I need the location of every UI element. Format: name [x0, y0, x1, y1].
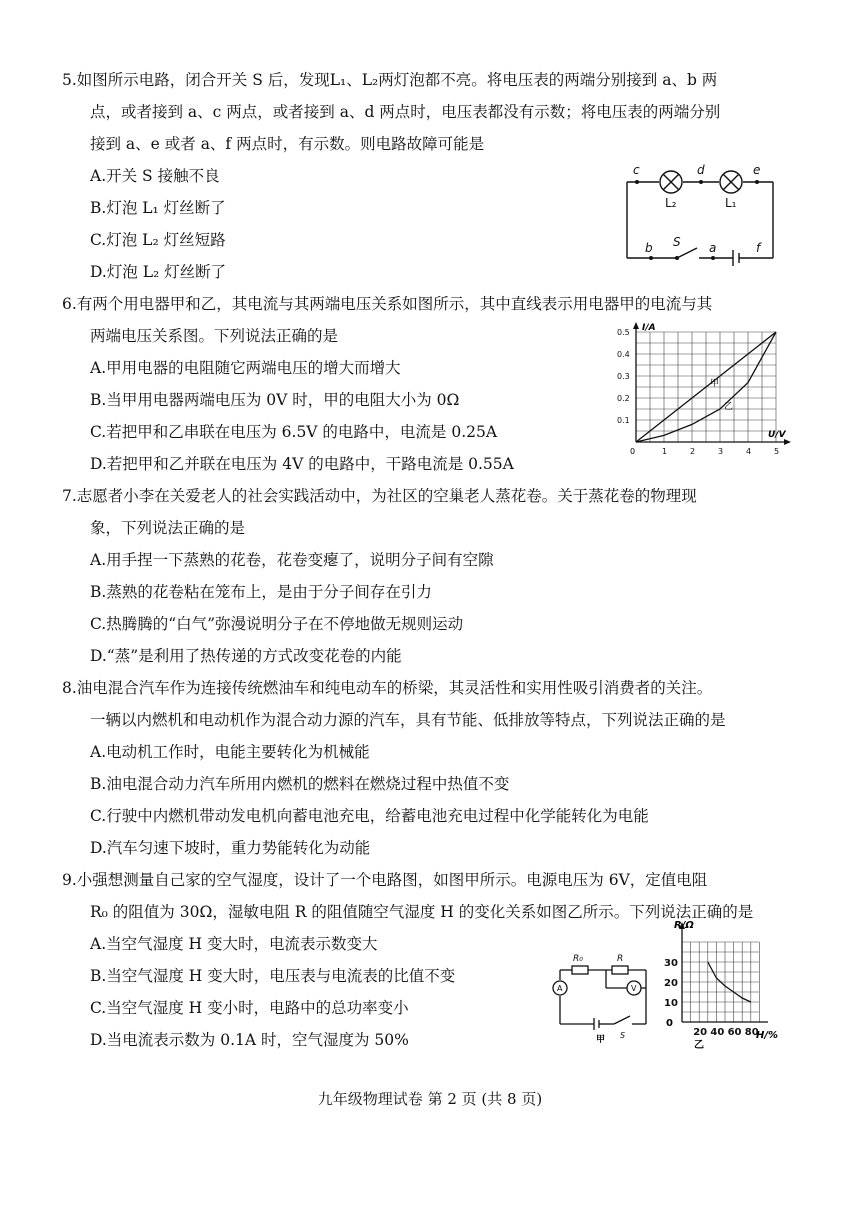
q8-stem-line-2: 一辆以内燃机和电动机作为混合动力源的汽车，具有节能、低排放等特点，下列说法正确的是 [90, 711, 726, 729]
q6-y-tick-label: 0.4 [617, 350, 630, 359]
q8-option-a: A.电动机工作时，电能主要转化为机械能 [90, 743, 370, 761]
q6-y-axis-label: I/A [642, 323, 656, 333]
q5-stem-line-2: 点，或者接到 a、c 两点，或者接到 a、d 两点时，电压表都没有示数；将电压表的两端分别 [90, 103, 721, 121]
q5-label-d: d [697, 163, 705, 177]
q9-y-tick-label: 20 [664, 978, 678, 989]
q5-stem-line-3: 接到 a、e 或者 a、f 两点时，有示数。则电路故障可能是 [90, 135, 485, 153]
q5-option-b: B.灯泡 L₁ 灯丝断了 [90, 199, 226, 217]
q6-option-a: A.甲用电器的电阻随它两端电压的增大而增大 [90, 359, 401, 377]
q9-label-r: R [617, 954, 624, 964]
q6-y-tick-label: 0.2 [617, 394, 630, 403]
q9-y-tick-label: 30 [664, 958, 678, 969]
q8-option-d: D.汽车匀速下坡时，重力势能转化为动能 [90, 839, 371, 857]
q6-y-tick-label: 0.5 [617, 328, 630, 337]
q6-stem-line-2: 两端电压关系图。下列说法正确的是 [90, 327, 339, 345]
q9-circuit-diagram [548, 948, 658, 1043]
q7-option-c: C.热腾腾的“白气”弥漫说明分子在不停地做无规则运动 [90, 615, 464, 633]
q9-label-s: S [620, 1031, 626, 1040]
q7-option-d: D.“蒸”是利用了热传递的方式改变花卷的内能 [90, 647, 402, 665]
q6-y-tick-label: 0.1 [617, 416, 630, 425]
q9-ammeter-icon: A [557, 984, 563, 993]
q6-x-tick-label: 1 [662, 447, 668, 456]
q8-option-c: C.行驶中内燃机带动发电机向蓄电池充电，给蓄电池充电过程中化学能转化为电能 [90, 807, 649, 825]
q9-option-b: B.当空气湿度 H 变大时，电压表与电流表的比值不变 [90, 967, 456, 985]
q5-label-b: b [645, 241, 653, 255]
q5-stem-line-1: 5.如图所示电路，闭合开关 S 后，发现L₁、L₂两灯泡都不亮。将电压表的两端分别接到 a、b 两 [62, 71, 718, 89]
q9-x-tick-label: 20 [693, 1027, 708, 1038]
q5-label-f: f [756, 241, 761, 255]
q8-stem-line-1: 8.油电混合汽车作为连接传统燃油车和纯电动车的桥梁，其灵活性和实用性吸引消费者的关注。 [62, 679, 713, 697]
q7-stem-line-1: 7.志愿者小李在关爱老人的社会实践活动中，为社区的空巢老人蒸花卷。关于蒸花卷的物理现 [62, 487, 697, 505]
q5-label-l2: L₂ [665, 196, 677, 210]
q5-circuit-diagram [615, 160, 785, 275]
q9-stem-line-1: 9.小强想测量自己家的空气湿度，设计了一个电路图，如图甲所示。电源电压为 6V，定值电阻 [62, 871, 708, 889]
q9-option-d: D.当电流表示数为 0.1A 时，空气湿度为 50% [90, 1031, 409, 1049]
q9-x-tick-label: 40 [710, 1027, 725, 1038]
q6-series-label-jia: 甲 [710, 379, 720, 389]
q6-x-axis-label: U/V [768, 430, 786, 440]
q5-label-e: e [753, 163, 761, 177]
q7-option-a: A.用手捏一下蒸熟的花卷，花卷变瘪了，说明分子间有空隙 [90, 551, 494, 569]
q6-option-b: B.当甲用电器两端电压为 0V 时，甲的电阻大小为 0Ω [90, 391, 460, 409]
q9-label-r0: R₀ [573, 954, 583, 964]
q7-option-b: B.蒸熟的花卷粘在笼布上，是由于分子间存在引力 [90, 583, 432, 601]
q5-label-c: c [633, 163, 640, 177]
q6-iu-chart [615, 320, 795, 460]
q9-circuit-caption: 甲 [596, 1035, 606, 1043]
q6-origin-label: 0 [630, 447, 636, 456]
q9-y-tick-label: 10 [664, 998, 678, 1009]
q6-stem-line-1: 6.有两个用电器甲和乙，其电流与其两端电压关系如图所示，其中直线表示用电器甲的电流与其 [62, 295, 713, 313]
q7-stem-line-2: 象，下列说法正确的是 [90, 519, 246, 537]
q6-x-tick-label: 4 [746, 447, 752, 456]
q9-x-axis-label: H/% [756, 1030, 779, 1041]
q5-option-c: C.灯泡 L₂ 灯丝短路 [90, 231, 226, 249]
q6-x-tick-label: 2 [690, 447, 696, 456]
q5-label-s: S [673, 235, 681, 249]
q9-rh-chart [658, 918, 783, 1050]
q6-x-tick-label: 3 [718, 447, 724, 456]
q6-option-d: D.若把甲和乙并联在电压为 4V 的电路中，干路电流是 0.55A [90, 455, 514, 473]
q6-series-label-yi: 乙 [724, 402, 734, 412]
q9-voltmeter-icon: V [631, 984, 637, 993]
q9-chart-caption: 乙 [694, 1040, 704, 1050]
q9-x-tick-label: 80 [744, 1027, 759, 1038]
q6-y-tick-label: 0.3 [617, 372, 630, 381]
q6-option-c: C.若把甲和乙串联在电压为 6.5V 的电路中，电流是 0.25A [90, 423, 498, 441]
q8-option-b: B.油电混合动力汽车所用内燃机的燃料在燃烧过程中热值不变 [90, 775, 510, 793]
q6-x-tick-label: 5 [774, 447, 780, 456]
q9-y-axis-label: R/Ω [674, 920, 694, 931]
q9-x-tick-label: 60 [727, 1027, 742, 1038]
q5-option-d: D.灯泡 L₂ 灯丝断了 [90, 263, 227, 281]
q9-stem-line-2: R₀ 的阻值为 30Ω，湿敏电阻 R 的阻值随空气湿度 H 的变化关系如图乙所示。下列说法正确的是 [90, 903, 754, 921]
q5-label-l1: L₁ [725, 196, 737, 210]
q5-option-a: A.开关 S 接触不良 [90, 167, 220, 185]
page-footer: 九年级物理试卷 第 2 页 (共 8 页) [317, 1090, 543, 1108]
q9-option-a: A.当空气湿度 H 变大时，电流表示数变大 [90, 935, 378, 953]
q9-option-c: C.当空气湿度 H 变小时，电路中的总功率变小 [90, 999, 409, 1017]
q9-origin-label: 0 [666, 1018, 673, 1029]
q5-label-a: a [709, 241, 717, 255]
